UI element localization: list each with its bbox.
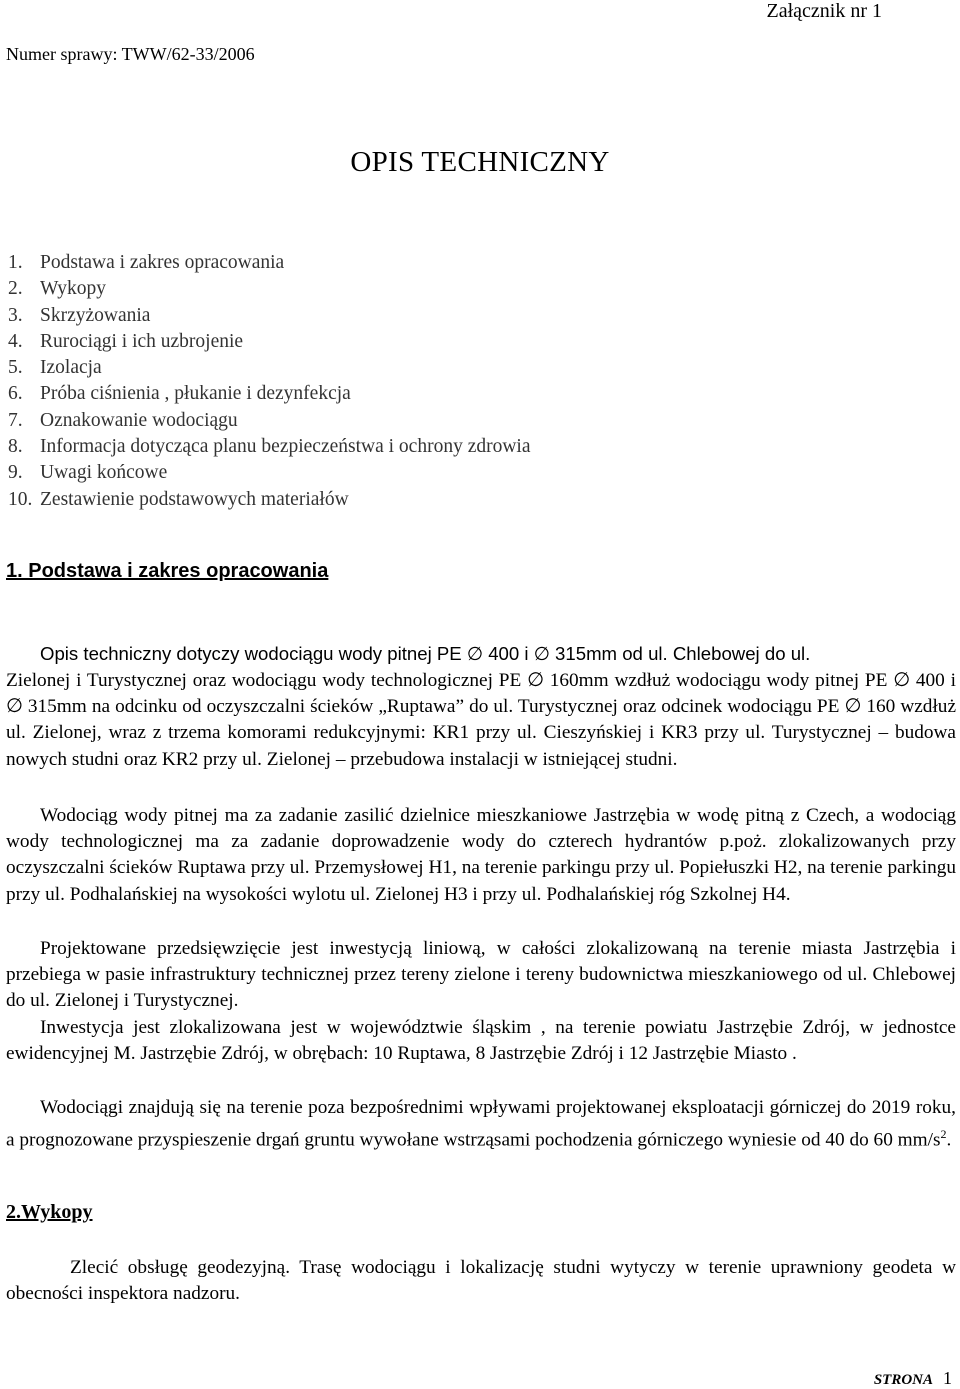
toc-item: 4. Rurociągi i ich uzbrojenie: [8, 330, 244, 352]
toc-item: 2. Wykopy: [8, 278, 106, 300]
section-1-paragraph-1: Zielonej i Turystycznej oraz wodociągu wody technologicznej PE ∅ 160mm wzdłuż wodociągu wody pitnej PE ∅ 400 i ∅ 315mm na odcinku od oczyszczalni ścieków „Ruptawa” do ul. Turystycznej oraz odcinek wodociągu PE ∅ 160 wzdłuż ul. Zielonej, wraz z trzema komorami redukcyjnymi: KR1 przy ul. Cieszyńskiej i KR3 przy ul. Turystycznej – budowa nowych studni oraz KR2 przy ul. Zielonej – przebudowa instalacji w istniejącej studni.: [6, 670, 956, 770]
page-label: STRONA: [873, 1372, 933, 1388]
section-1-paragraph-1-first-line: Opis techniczny dotyczy wodociągu wody pitnej PE ∅ 400 i ∅ 315mm od ul. Chlebowej do ul.: [40, 643, 811, 664]
section-2-heading: 2.Wykopy: [6, 1201, 93, 1223]
toc-item: 9. Uwagi końcowe: [8, 462, 168, 484]
toc-item: 3. Skrzyżowania: [8, 304, 151, 326]
toc-item: 1. Podstawa i zakres opracowania: [8, 252, 285, 273]
section-1-paragraph-4: Inwestycja jest zlokalizowana jest w województwie śląskim , na terenie powiatu Jastrzębie Zdrój, w jednostce ewidencyjnej M. Jastrzębie Zdrój, w obrębach: 10 Ruptawa, 8 Jastrzębie Zdrój i 12 Jastrzębie Miasto .: [6, 1017, 956, 1065]
toc-item: 7. Oznakowanie wodociągu: [8, 409, 238, 431]
section-1-heading: 1. Podstawa i zakres opracowania: [6, 560, 329, 582]
table-of-contents: [8, 250, 531, 513]
page-number: 1: [943, 1368, 952, 1388]
section-1-paragraph-5: Wodociągi znajdują się na terenie poza bezpośrednimi wpływami projektowanej eksploatacji górniczej do 2019 roku, a prognozowane przyspieszenie drgań gruntu wywołane wstrząsami pochodzenia górniczego wyniesie od 40 do 60 $mm/s^2$.: [6, 1097, 956, 1151]
document-title: OPIS TECHNICZNY: [350, 146, 610, 178]
toc-item: 8. Informacja dotycząca planu bezpieczeństwa i ochrony zdrowia: [8, 436, 531, 458]
section-1-paragraph-3: Projektowane przedsięwzięcie jest inwestycją liniową, w całości zlokalizowaną na terenie miasta Jastrzębia i przebiega w pasie infrastruktury technicznej przez tereny zielone i tereny budownictwa mieszkaniowego od ul. Chlebowej do ul. Zielonej i Turystycznej.: [6, 938, 956, 1012]
page-footer: [874, 1368, 952, 1389]
case-number: Numer sprawy: TWW/62-33/2006: [6, 44, 255, 64]
section-1-paragraph-2: Wodociąg wody pitnej ma za zadanie zasilić dzielnice mieszkaniowe Jastrzębia w wodę pitną z Czech, a wodociąg wody technologicznej ma za zadanie doprowadzenie wody do czterech hydrantów p.poż. zlokalizowanych przy oczyszczalni ścieków Ruptawa przy ul. Przemysłowej H1, na terenie parkingu przy ul. Popiełuszki H2, na terenie parkingu przy ul. Podhalańskiej na wysokości wylotu ul. Zielonej H3 i przy ul. Podhalańskiej róg Szkolnej H4.: [6, 805, 956, 905]
toc-item: 5. Izolacja: [8, 357, 102, 379]
toc-item: 6. Próba ciśnienia , płukanie i dezynfekcja: [8, 383, 351, 405]
attachment-label: Załącznik nr 1: [766, 0, 882, 22]
toc-item: 10. Zestawienie podstawowych materiałów: [8, 488, 349, 510]
section-2-paragraph-1: Zlecić obsługę geodezyjną. Trasę wodociągu i lokalizację studni wytyczy w terenie uprawniony geodeta w obecności inspektora nadzoru.: [6, 1257, 956, 1305]
